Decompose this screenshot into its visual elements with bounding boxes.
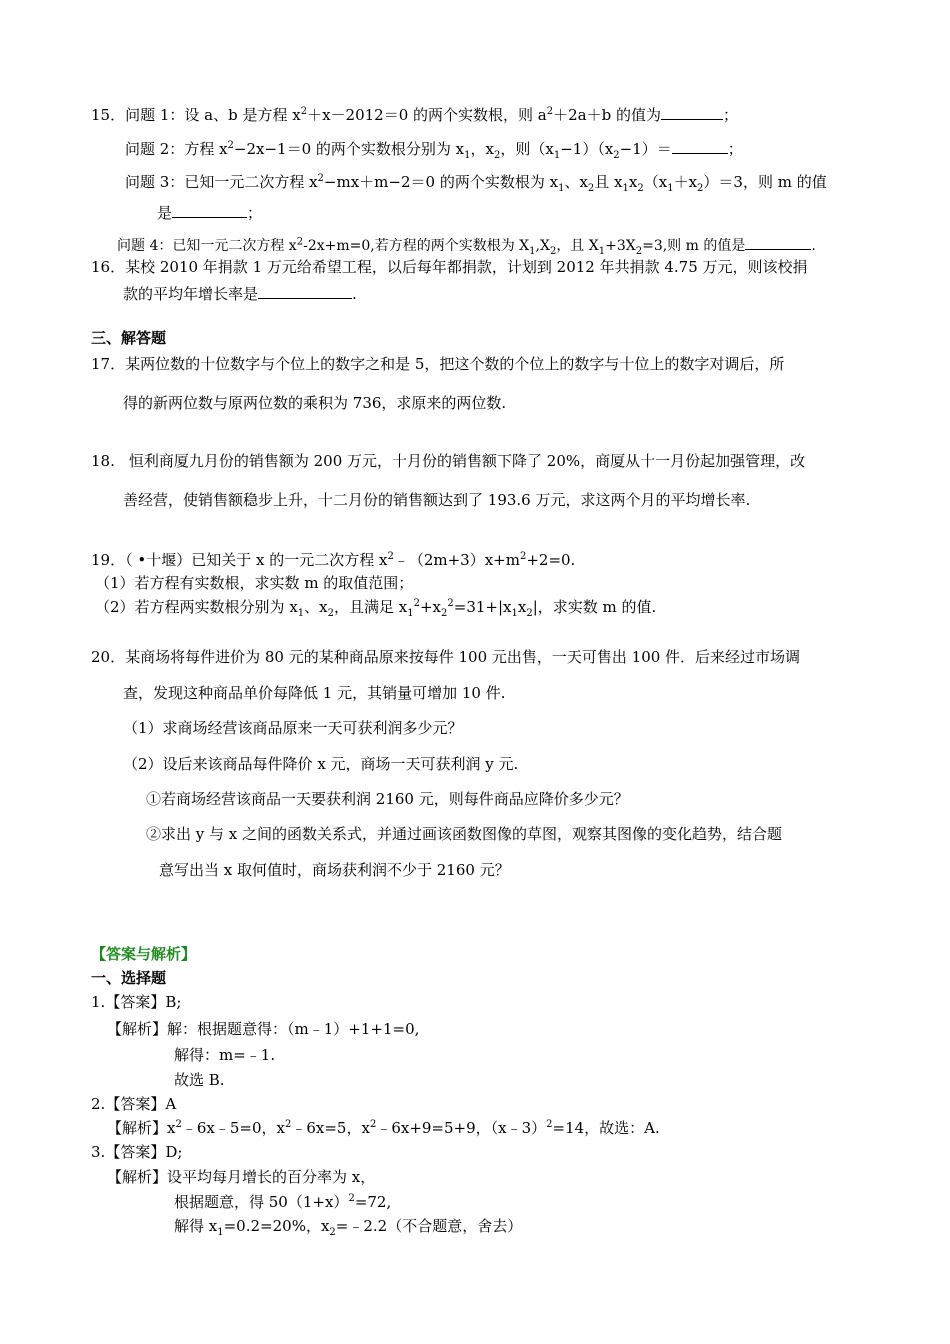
answer-3-analysis: 【解析】设平均每月增长的百分率为 x， <box>107 1168 376 1186</box>
answer-number: 1. <box>91 993 106 1011</box>
question-number: 16． <box>91 258 126 276</box>
answer-1-step: 解得：m=﹣1. <box>174 1046 276 1064</box>
analysis-label: 【解析】 <box>107 1119 168 1137</box>
answer-blank <box>258 284 352 299</box>
q16-line2: 款的平均年增长率是 . <box>123 285 357 303</box>
answer-2: 2.【答案】A <box>91 1095 177 1113</box>
q15-part2: 问题 2：方程 $x^2-2x-1=0$ 的两个实数根分别为 $x_1$，$x_2$，则$(x_1-1)(x_2-1)=$ ； <box>125 140 743 161</box>
answer-2-analysis: 【解析】$x^2﹣6x﹣5=0$，$x^2﹣6x=5$，$x^2﹣6x+9=5+9$，（x﹣3）$^2$=14，故选：A. <box>107 1119 660 1137</box>
q20-line1: 20．某商场将每件进价为 80 元的某种商品原来按每件 100 元出售，一天可售出 100 件．后来经过市场调 <box>91 648 801 666</box>
answer-number: 2. <box>91 1095 106 1113</box>
q19-part2: （2）若方程两实数根分别为 $x_1$、$x_2$，且满足 $x_1^2+x_2^2=31+|x_1x_2|$，求实数 m 的值. <box>95 598 657 619</box>
q16-line1: 16．某校 2010 年捐款 1 万元给希望工程，以后每年都捐款，计划到 2012 年共捐款 4.75 万元，则该校捐 <box>91 258 808 276</box>
part-label: 问题 1： <box>125 106 185 124</box>
q19-line1: 19．（ •十堰）已知关于 x 的一元二次方程 $x^2﹣(2m+3)x+m^2+2=0$. <box>91 551 576 569</box>
part-label: 问题 2： <box>125 140 185 158</box>
answer-1: 1.【答案】B; <box>91 993 182 1011</box>
question-number: 20． <box>91 648 126 666</box>
analysis-label: 【解析】 <box>107 1168 168 1186</box>
answers-section-heading: 一、选择题 <box>91 969 167 987</box>
q15-part3-cont: 是 ； <box>157 204 263 222</box>
q17-line1: 17．某两位数的十位数字与个位上的数字之和是 5，把这个数的个位上的数字与十位上的数字对调后，所 <box>91 355 785 373</box>
q15-part1: 15．问题 1：设 a、b 是方程 $x^2+x-2012=0$ 的两个实数根，则 $a^2+2a+b$ 的值为 ； <box>91 106 739 124</box>
question-number: 18. <box>91 452 115 470</box>
answer-3: 3.【答案】D; <box>91 1143 183 1161</box>
answer-blank <box>172 203 247 218</box>
q20-sub1: ①若商场经营该商品一天要获利润 2160 元，则每件商品应降价多少元？ <box>146 790 629 808</box>
q15-part3: 问题 3：已知一元二次方程 $x^2-mx+m-2=0$ 的两个实数根为 $x_1$、$x_2$且 $x_1x_2(x_1+x_2)=3$，则 m 的值 <box>125 173 827 194</box>
answers-title: 【答案与解析】 <box>91 945 197 963</box>
q17-line2: 得的新两位数与原两位数的乘积为 736，求原来的两位数. <box>123 394 507 412</box>
q19-part1: （1）若方程有实数根，求实数 m 的取值范围； <box>95 574 414 592</box>
part-label: 问题 3： <box>125 173 185 191</box>
answer-1-analysis: 【解析】解：根据题意得：（m﹣1）+1+1=0, <box>107 1020 420 1038</box>
question-number: 15． <box>91 106 126 124</box>
part-label: 问题 4： <box>117 238 173 254</box>
answer-number: 3. <box>91 1143 106 1161</box>
q20-sub2: ②求出 y 与 x 之间的函数关系式，并通过画该函数图像的草图，观察其图像的变化趋势，结合题 <box>146 825 783 843</box>
answer-1-step: 故选 B. <box>174 1071 225 1089</box>
question-number: 17． <box>91 355 126 373</box>
q20-sub2-cont: 意写出当 x 取何值时，商场获利润不少于 2160 元？ <box>159 861 510 879</box>
answer-3-step: 解得 $x_1=0.2=20\%$，$x_2=﹣2.2$（不合题意，舍去） <box>174 1217 523 1238</box>
question-number: 19． <box>91 551 126 569</box>
q18-line2: 善经营，使销售额稳步上升，十二月份的销售额达到了 193.6 万元，求这两个月的平均增长率. <box>123 491 751 509</box>
answer-blank <box>672 139 728 154</box>
section-heading: 三、解答题 <box>91 329 167 347</box>
q20-line2: 查，发现这种商品单价每降低 1 元，其销量可增加 10 件. <box>123 684 506 702</box>
q15-part4: 问题 4：已知一元二次方程 $x^2-2x+m=0$,若方程的两个实数根为 $X_1,X_2$，且 $X_1+3X_2=3$,则 m 的值是 . <box>117 236 816 257</box>
answer-blank <box>661 105 723 120</box>
answer-blank <box>745 235 811 250</box>
q20-part1: （1）求商场经营该商品原来一天可获利润多少元？ <box>123 719 463 737</box>
q18-line1: 18. 恒利商厦九月份的销售额为 200 万元，十月份的销售额下降了 20%，商厦从十一月份起加强管理，改 <box>91 452 806 470</box>
analysis-label: 【解析】 <box>107 1020 168 1038</box>
q20-part2: （2）设后来该商品每件降价 x 元，商场一天可获利润 y 元. <box>123 755 519 773</box>
answer-3-step: 根据题意，得 $50(1+x)^2=72$, <box>174 1193 392 1211</box>
